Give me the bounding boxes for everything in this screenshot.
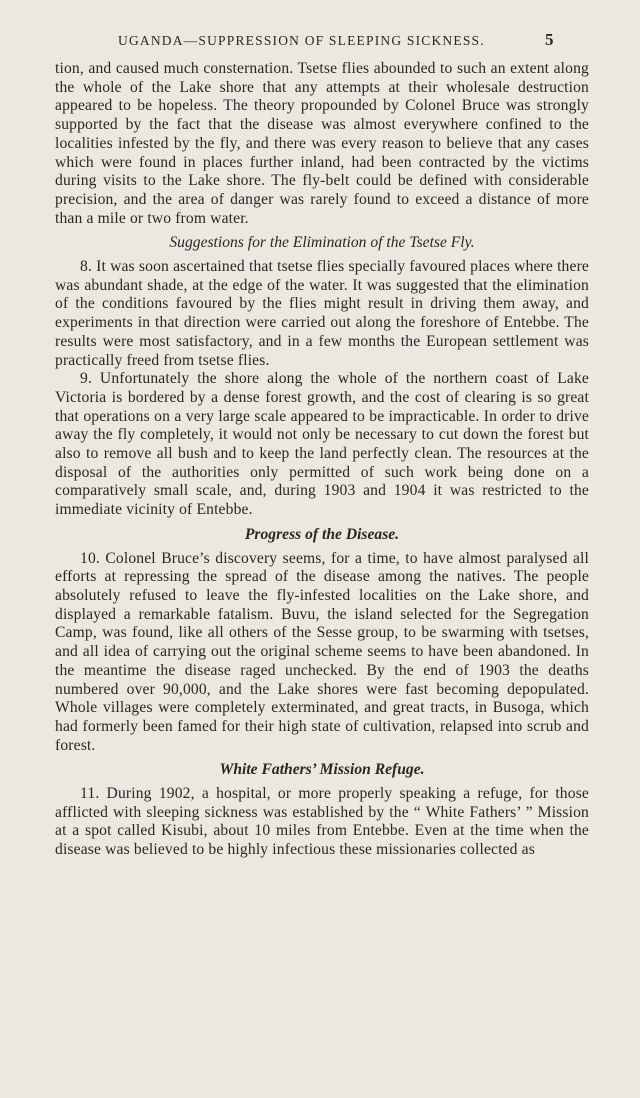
paragraph-8: 8. It was soon ascertained that tsetse flies specially favoured places where there was abundant shade, at the edge of the water. It was suggested that the elimination of the conditions favoured by the flies might result in driving them away, and experiments in that direction were carried out along the foreshore of Entebbe. The results were most satisfactory, and in a few months the European settlement was practically freed from tsetse flies.: [55, 258, 589, 369]
running-head: UGANDA—SUPPRESSION OF SLEEPING SICKNESS.: [118, 33, 485, 48]
paragraph-continued: tion, and caused much consternation. Tsetse flies abounded to such an extent along the whole of the Lake shore that any attempts at their wholesale destruction appeared to be hopeless. The theory propounded by Colonel Bruce was strongly supported by the fact that the disease was almost everywhere confined to the localities infested by the fly, and there was every reason to believe that any cases which were found in places further inland, had been contracted by the victims during visits to the Lake shore. The fly-belt could be defined with considerable precision, and the area of danger was rarely found to exceed a distance of more than a mile or two from water.: [55, 60, 589, 227]
section-heading-mission-refuge: White Fathers’ Mission Refuge.: [219, 761, 425, 779]
body-text: [55, 60, 589, 860]
section-heading-tsetse-elimination: Suggestions for the Elimination of the Tsetse Fly.: [169, 234, 475, 252]
paragraph-9: 9. Unfortunately the shore along the whole of the northern coast of Lake Victoria is bordered by a dense forest growth, and the cost of clearing is so great that operations on a very large scale appeared to be impracticable. In order to drive away the fly completely, it would not only be necessary to cut down the forest but also to remove all bush and to keep the land perfectly clean. The resources at the disposal of the authorities only permitted of such work being done on a comparatively small scale, and, during 1903 and 1904 it was restricted to the immediate vicinity of Entebbe.: [55, 370, 589, 519]
paragraph-11: 11. During 1902, a hospital, or more properly speaking a refuge, for those afflicted with sleeping sickness was established by the “ White Fathers’ ” Mission at a spot called Kisubi, about 10 miles from Entebbe. Even at the time when the disease was believed to be highly infectious these missionaries collected as: [55, 785, 589, 859]
paragraph-10: 10. Colonel Bruce’s discovery seems, for a time, to have almost paralysed all efforts at repressing the spread of the disease among the natives. The people absolutely refused to leave the fly-infested localities on the Lake shore, and displayed a remarkable fatalism. Buvu, the island selected for the Segregation Camp, was found, like all others of the Sesse group, to be swarming with tsetses, and all idea of carrying out the original scheme seems to have been abandoned. In the meantime the disease raged unchecked. By the end of 1903 the deaths numbered over 90,000, and the Lake shores were fast becoming depopulated. Whole villages were completely exterminated, and great tracts, in Busoga, which had formerly been famed for their high state of cultivation, relapsed into scrub and forest.: [55, 549, 589, 754]
section-heading-progress: Progress of the Disease.: [244, 525, 400, 543]
page-number: 5: [545, 30, 554, 49]
